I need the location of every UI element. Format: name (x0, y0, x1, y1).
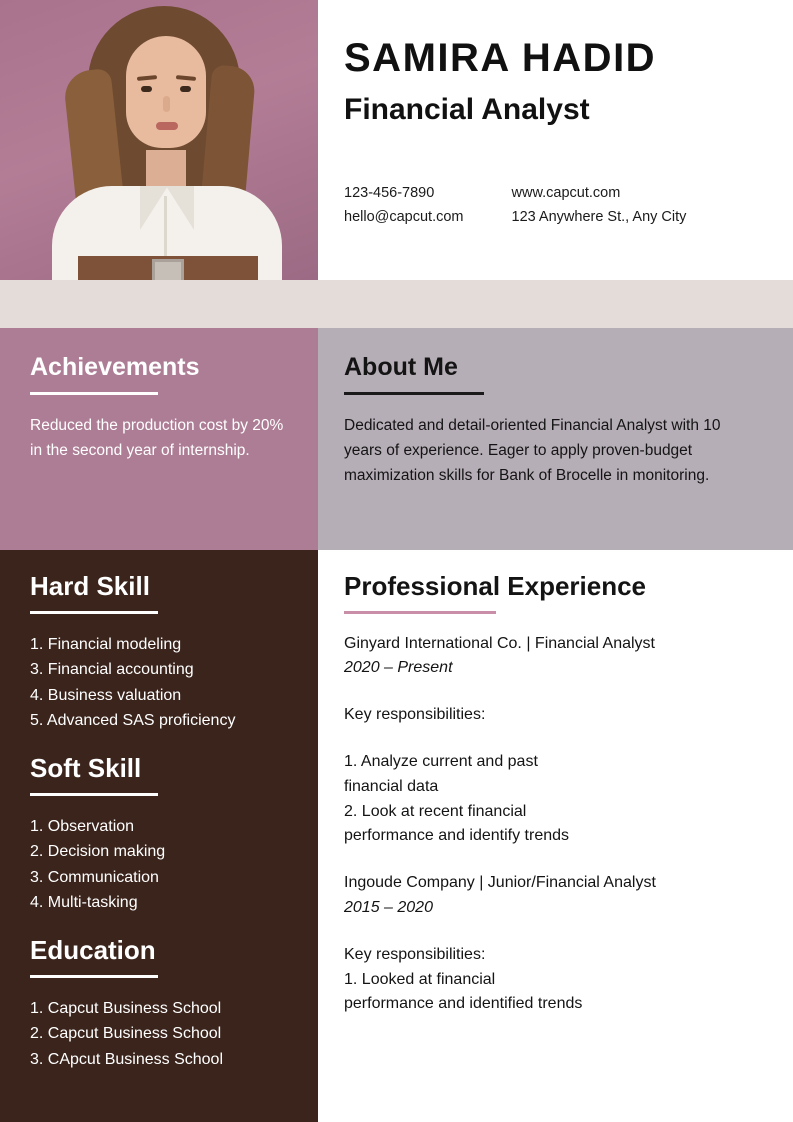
collar-right (166, 186, 194, 230)
spacer (30, 916, 294, 936)
portrait-photo (0, 0, 318, 280)
soft-skill-title: Soft Skill (30, 752, 142, 783)
spacer (344, 849, 763, 871)
contact-email: hello@capcut.com (344, 208, 464, 225)
job-dates: 2015 – 2020 (344, 898, 433, 916)
eye-right (180, 86, 191, 92)
mouth-shape (156, 122, 178, 130)
list-item: 1. Financial modeling (30, 635, 182, 653)
hard-skill-list (30, 632, 294, 734)
list-item: 4. Business valuation (30, 686, 182, 704)
soft-skill-underline (30, 793, 158, 796)
contact-website: www.capcut.com (511, 185, 621, 201)
about-section (318, 328, 793, 550)
spacer (344, 921, 763, 943)
experience-title: Professional Experience (344, 571, 647, 601)
skills-education-column (0, 550, 318, 1122)
spacer (30, 734, 294, 754)
face-shape (126, 36, 206, 148)
nose-shape (163, 96, 170, 112)
list-item: 2. Decision making (30, 843, 166, 861)
candidate-role: Financial Analyst (344, 93, 590, 126)
experience-job (344, 632, 763, 850)
list-item: 3. CApcut Business School (30, 1050, 223, 1068)
header-text-area (318, 0, 793, 280)
about-title: About Me (344, 353, 458, 381)
list-item: 4. Multi-tasking (30, 894, 138, 912)
education-list (30, 996, 294, 1073)
job-company: Ginyard International Co. | Financial Analyst (344, 634, 655, 652)
contact-column-right (512, 182, 687, 230)
decorative-band (0, 280, 793, 328)
contact-phone: 123-456-7890 (344, 185, 435, 201)
contact-column-left (344, 182, 464, 230)
job-responsibility: performance and identified trends (344, 995, 583, 1013)
job-responsibility: 1. Looked at financial (344, 970, 496, 988)
education-title: Education (30, 934, 156, 965)
achievements-section (0, 328, 318, 550)
eye-left (141, 86, 152, 92)
achievements-underline (30, 392, 158, 395)
achievements-text: Reduced the production cost by 20% in the second year of internship. (30, 416, 284, 459)
shirt-placket (164, 196, 167, 256)
list-item: 5. Advanced SAS proficiency (30, 712, 236, 730)
belt-buckle (152, 259, 184, 280)
job-responsibility: performance and identify trends (344, 827, 570, 845)
contact-address: 123 Anywhere St., Any City (511, 208, 687, 225)
list-item: 3. Financial accounting (30, 661, 194, 679)
list-item: 2. Capcut Business School (30, 1025, 222, 1043)
spacer (344, 681, 763, 703)
education-underline (30, 975, 158, 978)
job-responsibility: 2. Look at recent financial (344, 802, 527, 820)
about-text: Dedicated and detail-oriented Financial Analyst with 10 years of experience. Eager to apply proven-budget maximization skills for Bank of Brocelle in monitoring. (344, 416, 721, 484)
job-dates: 2020 – Present (344, 659, 453, 677)
mid-section (0, 328, 793, 550)
about-underline (344, 392, 484, 395)
job-responsibility: financial data (344, 777, 439, 795)
hard-skill-title: Hard Skill (30, 571, 150, 601)
job-responsibilities-label: Key responsibilities: (344, 706, 486, 724)
header (0, 0, 793, 280)
job-company: Ingoude Company | Junior/Financial Analyst (344, 874, 656, 892)
spacer (344, 728, 763, 750)
list-item: 1. Observation (30, 817, 135, 835)
candidate-name: SAMIRA HADID (344, 36, 657, 80)
contact-info (344, 182, 686, 230)
bottom-section (0, 550, 793, 1122)
job-responsibility: 1. Analyze current and past (344, 752, 538, 770)
experience-column (318, 550, 793, 1122)
hard-skill-underline (30, 611, 158, 614)
achievements-title: Achievements (30, 353, 200, 381)
list-item: 3. Communication (30, 868, 159, 886)
experience-job (344, 871, 763, 1017)
list-item: 1. Capcut Business School (30, 999, 222, 1017)
soft-skill-list (30, 814, 294, 916)
experience-underline (344, 611, 496, 614)
job-responsibilities-label: Key responsibilities: (344, 945, 486, 963)
